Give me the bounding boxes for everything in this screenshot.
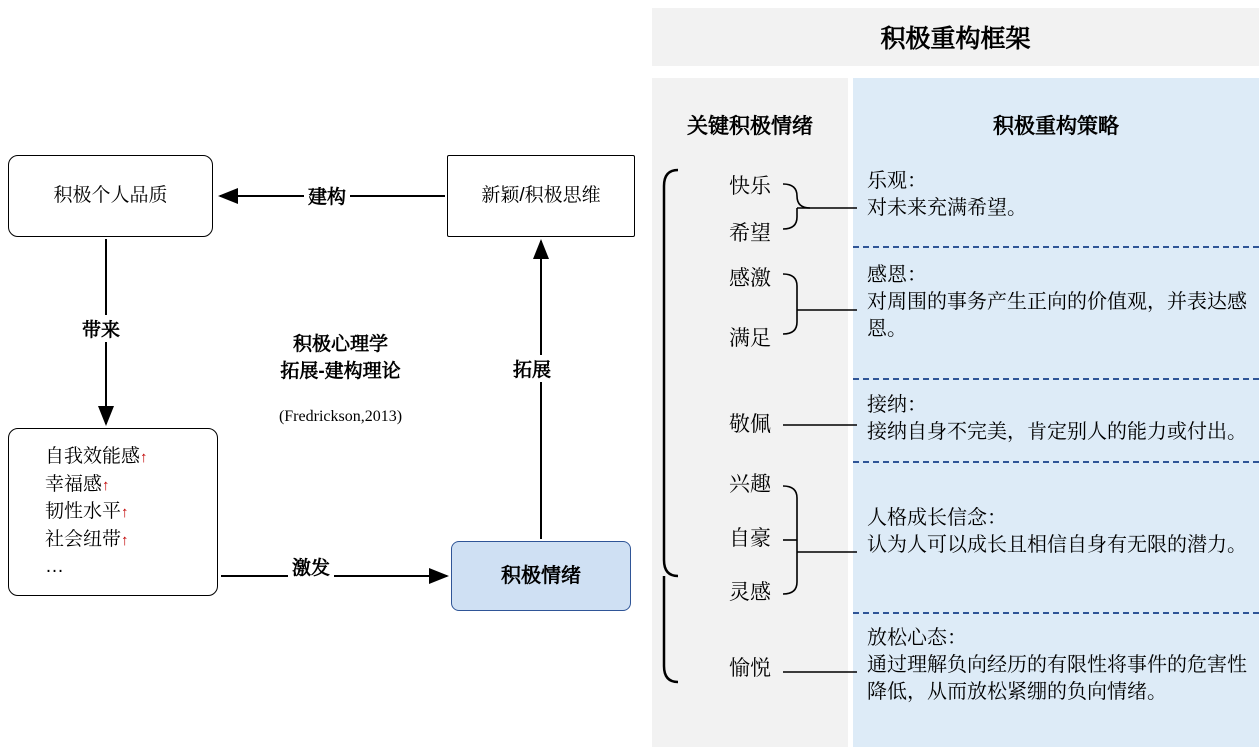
node-outcomes-list xyxy=(8,428,218,596)
divider xyxy=(853,612,1259,614)
theory-title-line1: 积极心理学 xyxy=(292,334,388,355)
strategy-title: 接纳： xyxy=(867,394,927,416)
up-arrow-icon: ↑ xyxy=(102,476,110,494)
framework-title-label: 积极重构框架 xyxy=(880,25,1031,53)
strategy-body: 对未来充满希望。 xyxy=(867,197,1027,219)
strategy-item xyxy=(867,168,1257,222)
emotion-item: 感激 xyxy=(729,267,771,290)
up-arrow-icon: ↑ xyxy=(140,449,148,467)
key-positive-emotions-column xyxy=(652,78,848,747)
node-positive-personal-quality xyxy=(8,155,213,237)
strategy-title: 乐观： xyxy=(867,170,927,192)
divider xyxy=(853,461,1259,463)
node-novel-positive-thinking-label: 新颖/积极思维 xyxy=(481,185,601,207)
strategy-column-title: 积极重构策略 xyxy=(993,115,1119,138)
emotion-item: 快乐 xyxy=(729,175,771,198)
strategy-title: 人格成长信念： xyxy=(867,507,1007,529)
emotion-item: 敬佩 xyxy=(729,413,771,436)
outcome-item: 自我效能感↑ xyxy=(45,446,148,468)
outcome-item: 韧性水平↑ xyxy=(45,501,129,523)
up-arrow-icon: ↑ xyxy=(121,504,129,522)
strategy-body: 认为人可以成长且相信自身有无限的潜力。 xyxy=(867,534,1247,556)
edge-label-bring: 带来 xyxy=(78,315,124,342)
node-novel-positive-thinking xyxy=(447,155,635,237)
edge-label-build: 建构 xyxy=(304,182,350,209)
strategy-body: 接纳自身不完美，肯定别人的能力或付出。 xyxy=(867,421,1247,443)
emotion-item: 兴趣 xyxy=(729,473,771,496)
divider xyxy=(853,246,1259,248)
outcome-item: … xyxy=(45,556,64,578)
theory-citation: (Fredrickson,2013) xyxy=(278,408,403,425)
theory-title xyxy=(228,332,453,385)
node-positive-emotion-label: 积极情绪 xyxy=(501,564,581,587)
node-positive-emotion xyxy=(451,541,631,611)
outcome-item: 社会纽带↑ xyxy=(45,528,129,550)
strategy-item xyxy=(867,625,1252,706)
emotion-item: 希望 xyxy=(729,222,771,245)
edge-label-broaden: 拓展 xyxy=(509,355,555,382)
emotion-item: 满足 xyxy=(729,327,771,350)
framework-title xyxy=(652,8,1259,66)
strategy-title: 感恩： xyxy=(867,264,927,286)
edge-label-trigger: 激发 xyxy=(288,553,334,580)
theory-title-line2: 拓展-建构理论 xyxy=(280,360,401,382)
strategy-body: 对周围的事务产生正向的价值观，并表达感恩。 xyxy=(867,291,1247,340)
emotion-item: 灵感 xyxy=(729,581,771,604)
emotion-item: 愉悦 xyxy=(729,657,771,680)
strategy-item xyxy=(867,505,1247,559)
positive-reframing-framework xyxy=(652,0,1259,747)
node-positive-personal-quality-label: 积极个人品质 xyxy=(53,185,168,207)
emotion-item: 自豪 xyxy=(729,527,771,550)
divider xyxy=(853,378,1259,380)
strategy-title: 放松心态： xyxy=(867,627,967,649)
strategy-item xyxy=(867,392,1247,446)
strategy-item xyxy=(867,262,1259,343)
emotions-column-title: 关键积极情绪 xyxy=(687,115,813,138)
outcome-item: 幸福感↑ xyxy=(45,473,110,495)
up-arrow-icon: ↑ xyxy=(121,531,129,549)
strategy-body: 通过理解负向经历的有限性将事件的危害性降低，从而放松紧绷的负向情绪。 xyxy=(867,654,1247,703)
